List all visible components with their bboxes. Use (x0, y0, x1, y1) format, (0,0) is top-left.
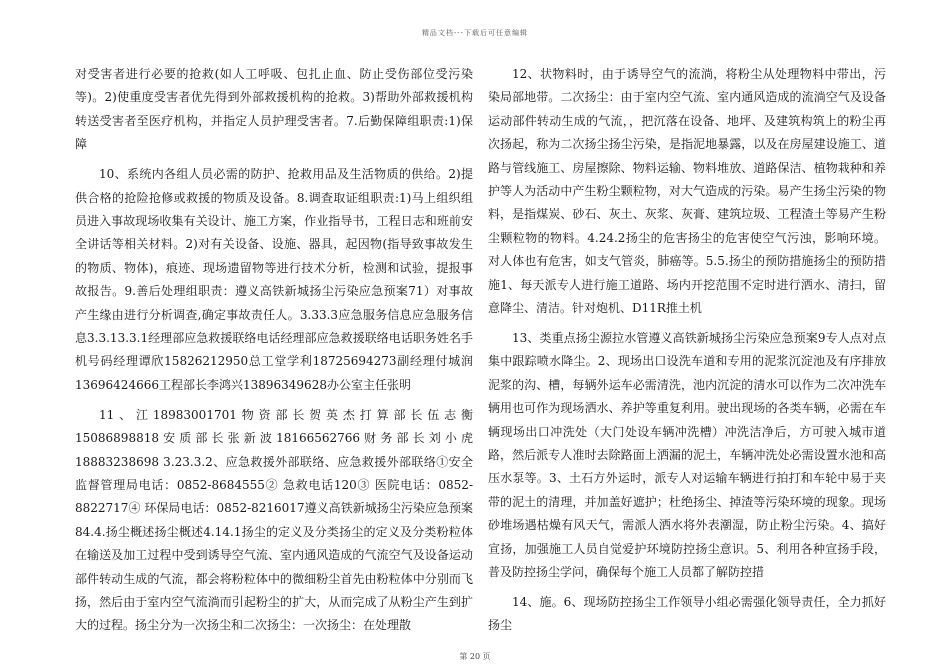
paragraph: 13、类重点扬尘源拉水管遵义高铁新城扬尘污染应急预案9专人点对点集中跟踪喷水降尘。2、现场出口设洗车道和专用的泥浆沉淀池及有序排放泥浆的沟、槽，每辆外运车必需清洗，池内沉淀的清水可以作为二次冲洗车辆用也可作为现场洒水、养护等重复利用。驶出现场的各类车辆，必需在车辆现场出口冲洗处（大门处设车辆冲洗槽）冲洗洁净后，方可驶入城市道路，然后派专人准时去除路面上洒漏的泥土，车辆冲洗处必需设置水池和高压水泵等。3、土石方外运时，派专人对运输车辆进行拍打和车轮中易于夹带的泥土的清理，并加盖好遮护；杜绝扬尘、掉渣等污染环境的现象。现场砂堆场遇枯燥有风天气，需派人洒水将外表潮湿，防止粉尘污染。4、搞好宣扬，加强施工人员自觉爱护环境防控扬尘意识。5、利用各种宣扬手段，普及防控扬尘学问，确保每个施工人员都了解防控措 (488, 330, 886, 580)
paragraph: 12、状物料时，由于诱导空气的流淌，将粉尘从处理物料中带出，污染局部地带。二次扬尘：由于室内空气流、室内通风造成的流淌空气及设备运动部件转动生成的气流，，把沉落在设备、地坪、及建筑构筑上的粉尘再次扬起，称为二次扬尘扬尘污染，是指泥地暴露，以及在房屋建设施工、道路与管线施工、房屋擦除、物料运输、物料堆放、道路保洁、植物栽种和养护等人为活动中产生粉尘颗粒物，对大气造成的污染。易产生扬尘污染的物料，是指煤炭、砂石、灰土、灰浆、灰膏、建筑垃圾、工程渣土等易产生粉尘颗粒物的物料。4.24.2扬尘的危害扬尘的危害使空气污浊，影响环境。对人体也有危害，如支气管炎，肺癌等。5.5.扬尘的预防措施扬尘的预防措施1、每天派专人进行施工道路、场内开挖范围不定时进行洒水、清扫，留意降尘、清洁。针对炮机、D11R推土机 (488, 67, 886, 316)
page-header: 精品文档---下载后可任意编辑 (421, 29, 529, 37)
paragraph: 10、系统内各组人员必需的防护、抢救用品及生活物质的供给。2)提供合格的抢险抢修或救援的物质及设备。8.调查取证组职责:1)马上组织组员进入事故现场收集有关设计、施工方案，作业指导书，工程日志和班前安全讲话等相关材料。2)对有关设备、设施、器具，起因物(指导致事故发生的物质、物体)，痕迹、现场遗留物等进行技术分析，检测和试验，提报事故报告。9.善后处理组职责：遵义高铁新城扬尘污染应急预案71）对事故产生缘由进行分析调查,确定事故责任人。3.33.3应急服务信息应急服务信息3.3.13.3.1经理部应急救援联络电话经理部应急救援联络电话职务姓名手机号码经理谭欣15826212950总工堂学利18725694273副经理付城润13696424666工程部长李鸿兴13896349628办公室主任张明 (75, 167, 473, 392)
paragraph: 14、施。6、现场防控扬尘工作领导小组必需强化领导责任，全力抓好扬尘 (488, 594, 886, 633)
paragraph: 对受害者进行必要的抢救(如人工呼吸、包扎止血、防止受伤部位受污染等)。2)使重度受害者优先得到外部救援机构的抢救。3)帮助外部救援机构转送受害者至医疗机构，并指定人员护理受害者。7.后勤保障组职责:1)保障 (75, 67, 473, 152)
left-column (75, 63, 473, 643)
right-column (488, 63, 886, 643)
page-number: 第 20 页 (459, 652, 491, 661)
paragraph: 11、江18983001701物资部长贺英杰打算部长伍志衡15086898818安质部长张新波18166562766财务部长刘小虎18883238698 3.23.3.2、应急救援外部联络、应急救援外部联络①安全监督管理局电话：0852-8684555② 急救电话120③ 医院电话：0852-8822717④ 环保局电话：0852-8216017遵义高铁新城扬尘污染应急预案84.4.扬尘概述扬尘概述4.14.1扬尘的定义及分类扬尘的定义及分类粉粒体在输送及加工过程中受到诱导空气流、室内通风造成的气流空气及设备运动部件转动生成的气流，都会将粉粒体中的微细粉尘首先由粉粒体中分别而飞扬，然后由于室内空气流淌而引起粉尘的扩大，从而完成了从粉尘产生到扩大的过程。扬尘分为一次扬尘和二次扬尘：一次扬尘：在处理散 (75, 407, 473, 633)
